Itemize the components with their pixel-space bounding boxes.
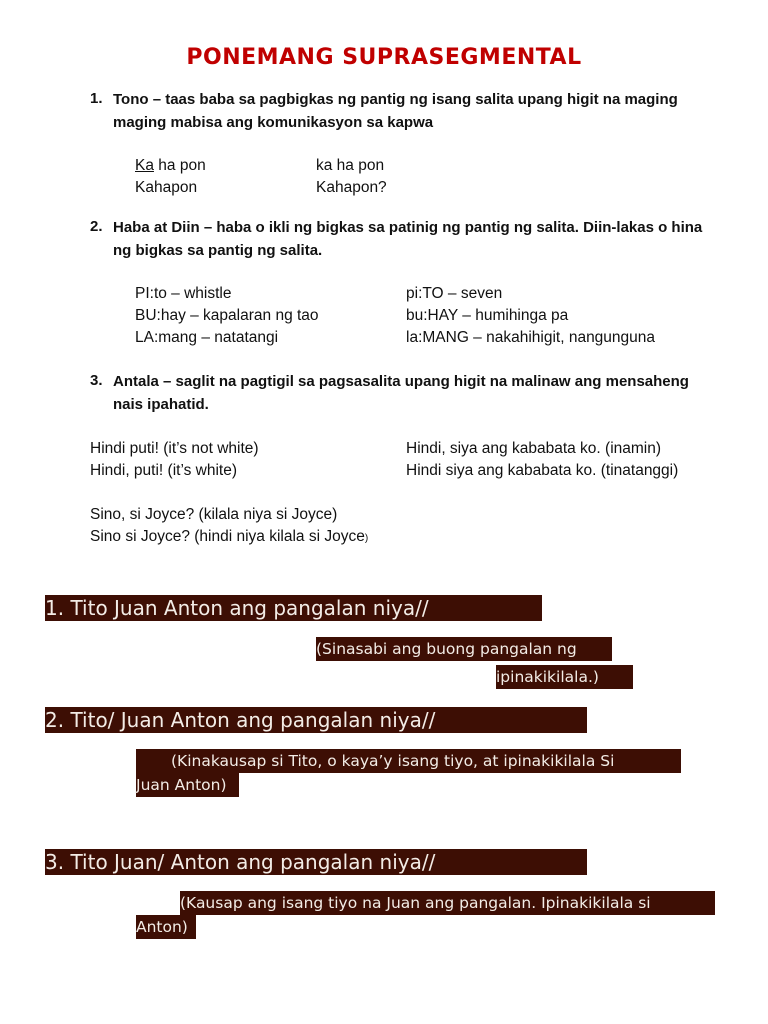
example-1-note-text-1: (Sinasabi ang buong pangalan ng (316, 640, 577, 658)
section2-heading-line1: Haba at Diin – haba o ikli ng bigkas sa patinig ng pantig ng salita. Diin-lakas o hina (113, 219, 703, 236)
example-3-note-text-1: (Kausap ang isang tiyo na Juan ang pangalan. Ipinakikilala si (180, 894, 651, 912)
page-title: PONEMANG SUPRASEGMENTAL (186, 45, 582, 70)
sino-example-1: Sino, si Joyce? (kilala niya si Joyce) (90, 506, 338, 523)
haba-example-left-1: PI:to – whistle (135, 285, 232, 302)
example-3-note-line2 (136, 915, 196, 939)
tono-example-right-2: Kahapon? (316, 179, 387, 196)
sino-example-2 (90, 526, 368, 550)
example-2-text: 2. Tito/ Juan Anton ang pangalan niya// (45, 708, 436, 732)
section1-number: 1. (90, 90, 103, 107)
section1-heading-line1: Tono – taas baba sa pagbigkas ng pantig ng isang salita upang higit na maging (113, 91, 678, 108)
example-3-note-text-2: Anton) (136, 918, 188, 936)
example-1-note-line1 (316, 637, 612, 661)
haba-example-right-1: pi:TO – seven (406, 285, 503, 302)
example-2-note-line1 (136, 749, 681, 773)
example-2-note-text-1: (Kinakausap si Tito, o kaya’y isang tiyo, at ipinakikilala Si (171, 752, 615, 770)
closing-paren: ) (364, 533, 369, 544)
example-3-heading (45, 849, 587, 875)
antala-example-left-1: Hindi puti! (it’s not white) (90, 440, 259, 457)
example-1-note-line2 (496, 665, 633, 689)
example-3-note-line1 (180, 891, 715, 915)
section3-heading-line2: nais ipahatid. (113, 396, 209, 413)
antala-example-left-2: Hindi, puti! (it’s white) (90, 462, 238, 479)
section3-heading-line1: Antala – saglit na pagtigil sa pagsasalita upang higit na malinaw ang mensaheng (113, 373, 689, 390)
section1-heading-line2: maging mabisa ang komunikasyon sa kapwa (113, 114, 434, 131)
example-3-text: 3. Tito Juan/ Anton ang pangalan niya// (45, 850, 436, 874)
example-1-heading (45, 595, 542, 621)
syllable-rest: ha pon (153, 157, 206, 174)
section2-heading-line2: ng bigkas sa pantig ng salita. (113, 242, 323, 259)
underlined-syllable: Ka (135, 157, 154, 174)
haba-example-left-2: BU:hay – kapalaran ng tao (135, 307, 319, 324)
example-2-note-text-2: Juan Anton) (136, 776, 227, 794)
haba-example-right-3: la:MANG – nakahihigit, nangunguna (406, 329, 656, 346)
antala-example-right-2: Hindi siya ang kababata ko. (tinatanggi) (406, 462, 679, 479)
haba-example-left-3: LA:mang – natatangi (135, 329, 279, 346)
tono-example-left-1 (135, 155, 206, 177)
example-1-note-text-2: ipinakikilala.) (496, 668, 599, 686)
tono-example-left-2: Kahapon (135, 179, 198, 196)
tono-example-right-1: ka ha pon (316, 157, 385, 174)
example-2-heading (45, 707, 587, 733)
example-1-text: 1. Tito Juan Anton ang pangalan niya// (45, 596, 429, 620)
antala-example-right-1: Hindi, siya ang kababata ko. (inamin) (406, 440, 662, 457)
sino-example-2-text: Sino si Joyce? (hindi niya kilala si Joyce (90, 528, 365, 545)
haba-example-right-2: bu:HAY – humihinga pa (406, 307, 569, 324)
section3-number: 3. (90, 372, 103, 389)
example-2-note-line2 (136, 773, 239, 797)
section2-number: 2. (90, 218, 103, 235)
